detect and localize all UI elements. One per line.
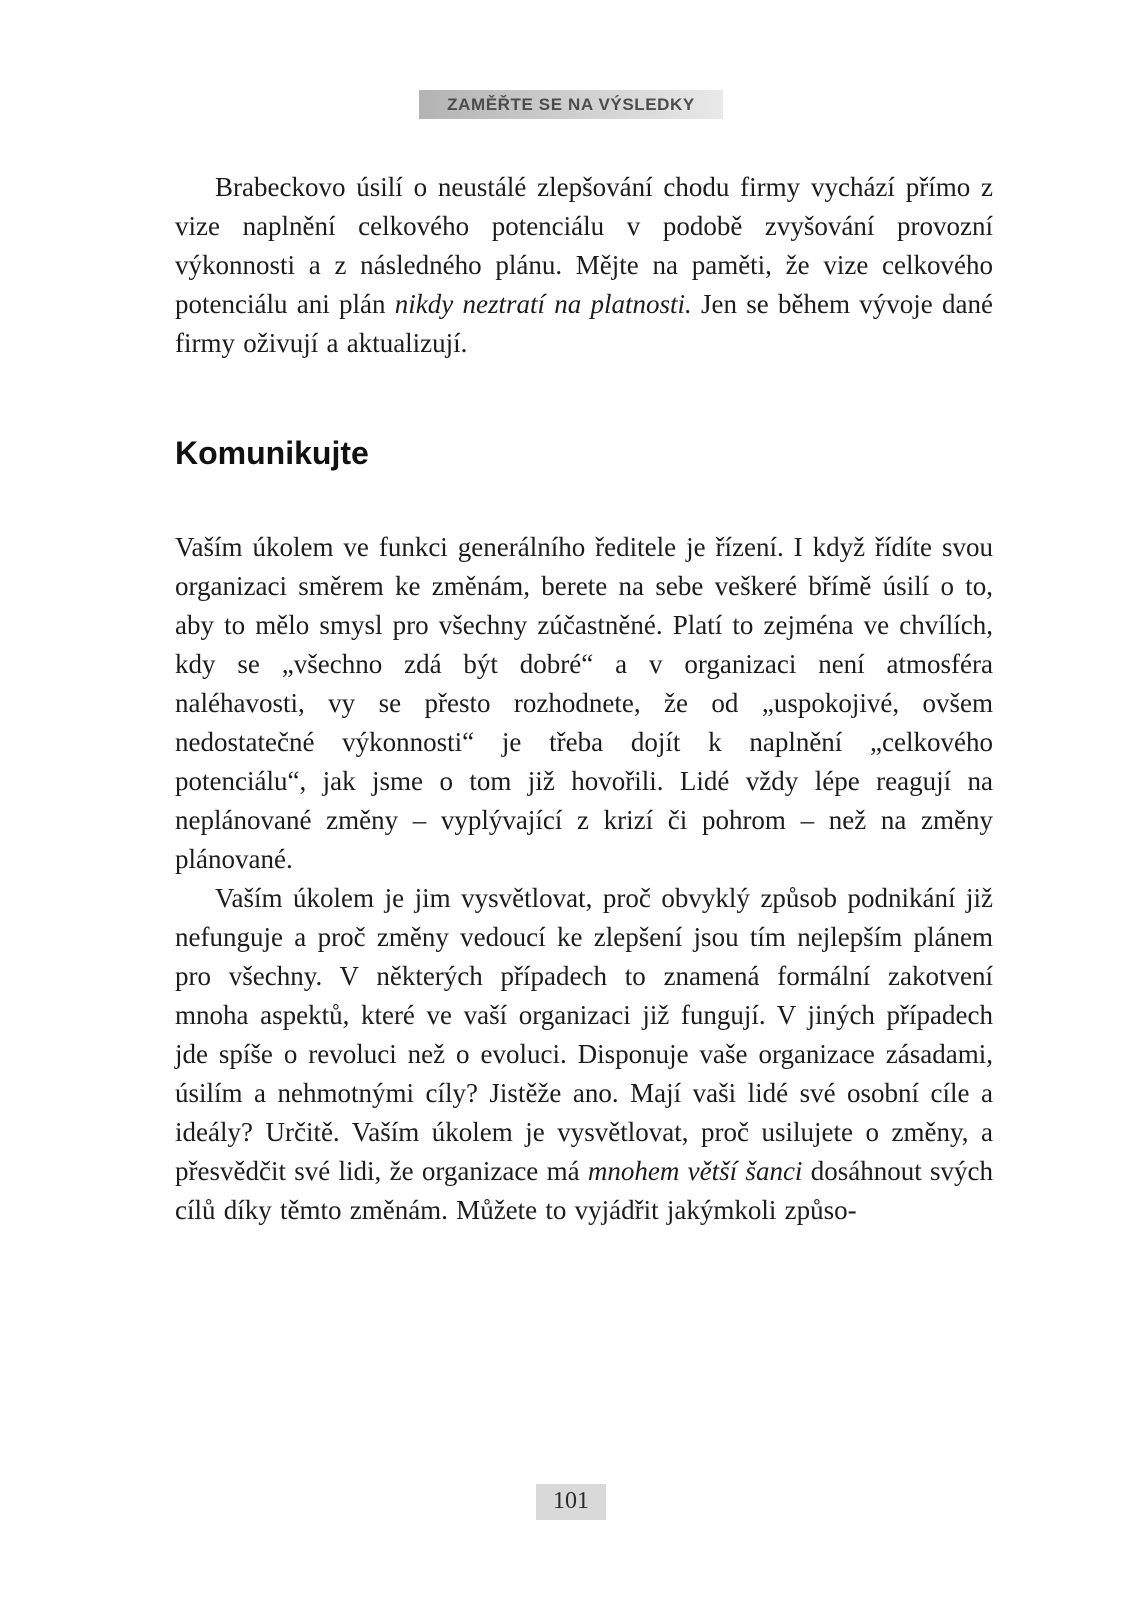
running-head-container — [0, 90, 1142, 119]
page-body — [175, 168, 993, 1230]
page-number: 101 — [536, 1484, 606, 1520]
body-paragraph: Vaším úkolem je jim vysvětlovat, proč obvyklý způsob podnikání již nefunguje a proč změny vedoucí ke zlepšení jsou tím nejlepším plánem pro všechny. V některých případech to znamená formální zakotvení mnoha aspektů, které ve vaší organizaci již fungují. V jiných případech jde spíše o revoluci než o evoluci. Disponuje vaše organizace zásadami, úsilím a nehmotnými cíly? Jistěže ano. Mají vaši lidé své osobní cíle a ideály? Určitě. Vaším úkolem je vysvětlovat, proč usilujete o změny, a přesvědčit své lidi, že organizace má mnohem větší šanci dosáhnout svých cílů díky těmto změnám. Můžete to vyjádřit jakýmkoli způso- — [175, 883, 994, 1226]
page-number-container — [0, 1484, 1142, 1520]
section-heading: Komunikujte — [175, 435, 369, 471]
body-paragraph: Vaším úkolem ve funkci generálního ředitele je řízení. I když řídíte svou organizaci směrem ke změnám, berete na sebe veškeré břímě úsilí o to, aby to mělo smysl pro všechny zúčastněné. Platí to zejména ve chvílích, kdy se „všechno zdá být dobré“ a v organizaci není atmosféra naléhavosti, vy se přesto rozhodnete, že od „uspokojivé, ovšem nedostatečné výkonnosti“ je třeba dojít k naplnění „celkového potenciálu“, jak jsme o tom již hovořili. Lidé vždy lépe reagují na neplánované změny – vyplývající z krizí či pohrom – než na změny plánované. — [175, 532, 993, 875]
intro-paragraph: Brabeckovo úsilí o neustálé zlepšování chodu firmy vychází přímo z vize naplnění celkového potenciálu v podobě zvyšování provozní výkonnosti a z následného plánu. Mějte na paměti, že vize celkového potenciálu ani plán nikdy neztratí na platnosti. Jen se během vývoje dané firmy oživují a aktualizují. — [175, 172, 993, 358]
running-head: ZAMĚŘTE SE NA VÝSLEDKY — [419, 90, 723, 119]
